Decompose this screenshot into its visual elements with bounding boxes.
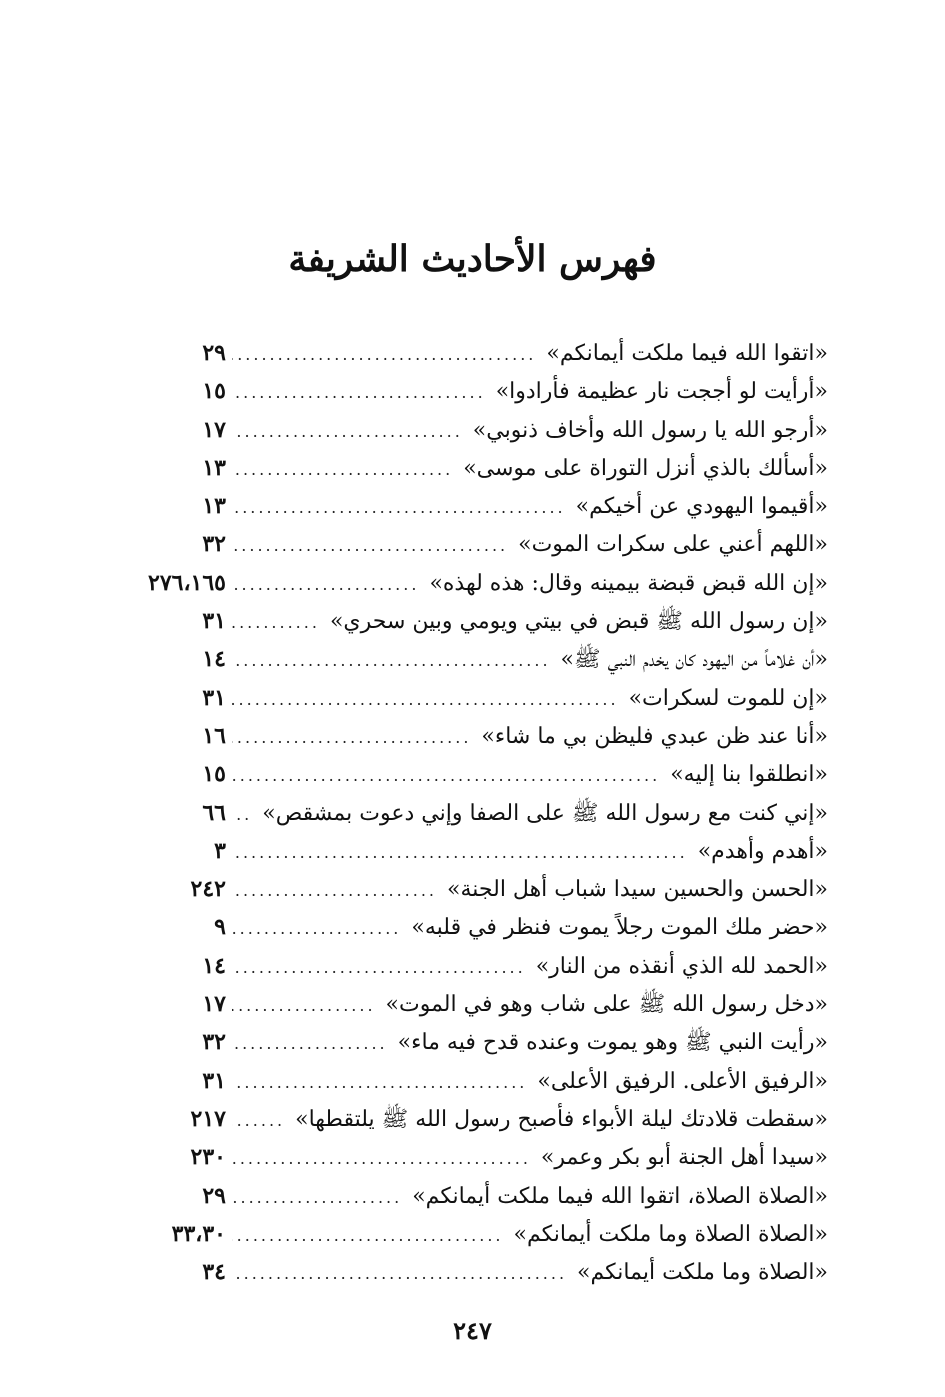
- page-reference: ١٣: [202, 454, 226, 481]
- page-reference: ٣١: [202, 684, 226, 711]
- hadith-text: «إن للموت لسكرات»: [628, 685, 828, 711]
- dot-leader: [232, 1179, 402, 1217]
- dot-leader: [232, 681, 619, 719]
- dot-leader: [232, 1025, 388, 1063]
- index-entry: [128, 947, 828, 985]
- hadith-text: «إن الله قبض قبضة بيمينه وقال: هذه لهذه»: [429, 570, 828, 596]
- dot-leader: [232, 910, 401, 948]
- dot-leader: [232, 1140, 531, 1178]
- hadith-text: «الرفيق الأعلى. الرفيق الأعلى»: [537, 1068, 828, 1094]
- index-entry: [128, 832, 828, 870]
- index-entry: [128, 1100, 828, 1138]
- page-number: ٢٤٧: [453, 1316, 492, 1345]
- dot-leader: [232, 336, 536, 374]
- dot-leader: [232, 527, 508, 565]
- dot-leader: [232, 1217, 504, 1255]
- index-entry: [128, 1177, 828, 1215]
- dot-leader: [232, 642, 551, 680]
- page-reference: ٣٣،٣٠: [171, 1220, 226, 1247]
- hadith-text: «رأيت النبي ﷺ وهو يموت وعنده قدح فيه ماء»: [397, 1030, 828, 1056]
- dot-leader: [232, 374, 486, 412]
- dot-leader: [232, 604, 320, 642]
- dot-leader: [232, 1064, 527, 1102]
- page-reference: ٣: [214, 837, 226, 864]
- page-reference: ١٤: [202, 952, 226, 979]
- page-reference: ٣٢: [202, 1029, 226, 1056]
- page-reference: ٩: [214, 914, 226, 941]
- index-entry: [128, 1138, 828, 1176]
- page-reference: ٣٤: [202, 1259, 226, 1286]
- dot-leader: [232, 757, 660, 795]
- hadith-text: «أقيموا اليهودي عن أخيكم»: [575, 494, 828, 520]
- hadith-text: «اتقوا الله فيما ملكت أيمانكم»: [546, 341, 828, 366]
- page-reference: ١٥: [202, 761, 226, 788]
- index-entry: [128, 411, 828, 449]
- dot-leader: [232, 1255, 567, 1293]
- hadith-text: «أن غلاماً من اليهود كان يخدم النبي ﷺ»: [560, 647, 828, 673]
- hadith-text: «سقطت قلادتك ليلة الأبواء فأصبح رسول الله ﷺ يلتقطها»: [295, 1106, 828, 1132]
- page-reference: ٦٦: [202, 799, 226, 826]
- dot-leader: [232, 1102, 285, 1140]
- index-entry: [128, 640, 828, 678]
- hadith-text: «الصلاة وما ملكت أيمانكم»: [577, 1260, 828, 1286]
- dot-leader: [232, 987, 376, 1025]
- index-entry: [128, 1253, 828, 1291]
- hadith-text: «انطلقوا بنا إليه»: [670, 762, 828, 788]
- index-entry: [128, 1023, 828, 1061]
- index-entry: [128, 487, 828, 525]
- dot-leader: [232, 949, 526, 987]
- page-reference: ٢٤٢: [190, 876, 226, 903]
- dot-leader: [232, 834, 688, 872]
- index-entry: [128, 870, 828, 908]
- dot-leader: [232, 451, 453, 489]
- index-entry: [128, 525, 828, 563]
- hadith-text: «أرجو الله يا رسول الله وأخاف ذنوبي»: [472, 417, 828, 443]
- index-entry: [128, 334, 828, 372]
- dot-leader: [232, 796, 252, 834]
- index-entry: [128, 985, 828, 1023]
- page-reference: ٢٩: [202, 340, 226, 366]
- index-entry: [128, 794, 828, 832]
- page-reference: ٢٣٠: [190, 1144, 226, 1171]
- index-entry: [128, 908, 828, 946]
- index-entry: [128, 1215, 828, 1253]
- hadith-text: «إن رسول الله ﷺ قبض في بيتي ويومي وبين سحري»: [329, 609, 828, 635]
- index-entry: [128, 449, 828, 487]
- index-entry: [128, 755, 828, 793]
- dot-leader: [232, 719, 471, 757]
- page-title: فهرس الأحاديث الشريفة: [288, 238, 657, 280]
- page-reference: ١٦: [202, 722, 226, 749]
- page-reference: ٣١: [202, 1067, 226, 1094]
- hadith-text: «أرأيت لو أججت نار عظيمة فأرادوا»: [495, 379, 828, 405]
- hadith-index-list: [128, 334, 828, 1291]
- index-entry: [128, 372, 828, 410]
- dot-leader: [232, 413, 463, 451]
- index-entry: [128, 679, 828, 717]
- page-reference: ٢٧٦،١٦٥: [148, 569, 226, 596]
- hadith-text: «أهدم وأهدم»: [697, 838, 828, 864]
- index-entry: [128, 1062, 828, 1100]
- page-reference: ١٧: [202, 416, 226, 443]
- hadith-text: «اللهم أعني على سكرات الموت»: [518, 532, 828, 558]
- hadith-text: «دخل رسول الله ﷺ على شاب وهو في الموت»: [385, 992, 828, 1018]
- page-reference: ١٧: [202, 991, 226, 1018]
- hadith-text: «أسألك بالذي أنزل التوراة على موسى»: [463, 455, 828, 481]
- page-reference: ٢١٧: [190, 1105, 226, 1132]
- hadith-text: «الصلاة الصلاة وما ملكت أيمانكم»: [513, 1221, 828, 1247]
- index-entry: [128, 564, 828, 602]
- dot-leader: [232, 872, 437, 910]
- page-reference: ٣٢: [202, 531, 226, 558]
- hadith-text: «سيدا أهل الجنة أبو بكر وعمر»: [540, 1145, 828, 1171]
- hadith-text: «الحمد لله الذي أنقذه من النار»: [535, 953, 828, 979]
- hadith-text: «إني كنت مع رسول الله ﷺ على الصفا وإني دعوت بمشقص»: [262, 800, 828, 826]
- page-reference: ٣١: [202, 608, 226, 635]
- index-entry: [128, 717, 828, 755]
- page-reference: ٢٩: [202, 1182, 226, 1209]
- page-reference: ١٥: [202, 378, 226, 405]
- index-entry: [128, 602, 828, 640]
- hadith-text: «أنا عند ظن عبدي فليظن بي ما شاء»: [481, 723, 828, 749]
- hadith-text: «الحسن والحسين سيدا شباب أهل الجنة»: [447, 877, 828, 903]
- hadith-text: «الصلاة الصلاة، اتقوا الله فيما ملكت أيمانكم»: [412, 1183, 828, 1209]
- page-reference: ١٤: [202, 646, 226, 673]
- dot-leader: [232, 489, 566, 527]
- page-reference: ١٣: [202, 493, 226, 520]
- hadith-text: «حضر ملك الموت رجلاً يموت فنظر في قلبه»: [411, 915, 828, 941]
- dot-leader: [232, 566, 419, 604]
